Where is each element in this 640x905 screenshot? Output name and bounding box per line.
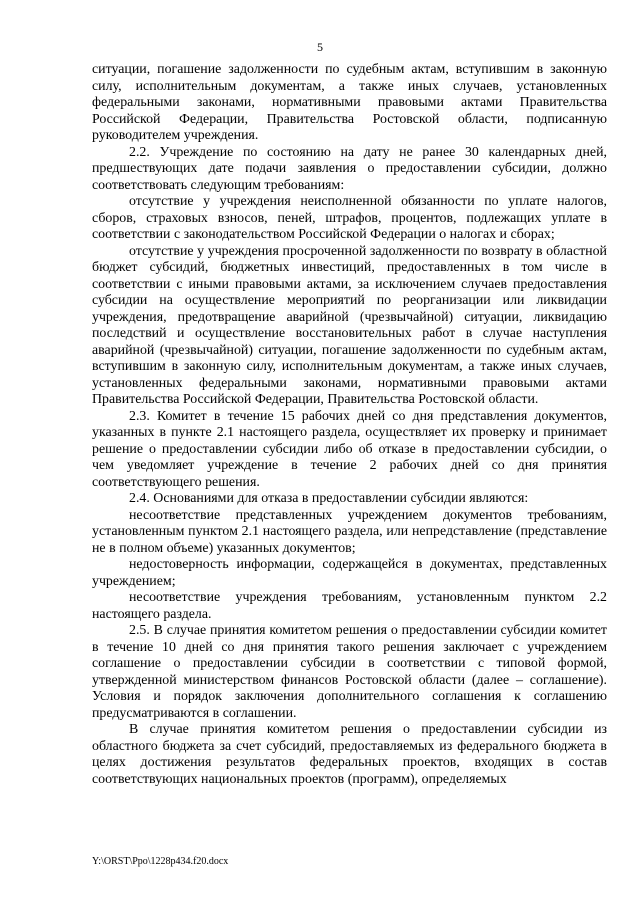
page-number: 5 [317, 40, 323, 54]
paragraph: отсутствие у учреждения неисполненной обязанности по уплате налогов, сборов, страховых взносов, пеней, штрафов, процентов, подлежащих уплате в соответствии с законодательством Российской Федерации о налогах и сборах; [92, 194, 607, 242]
paragraph: 2.2. Учреждение по состоянию на дату не ранее 30 календарных дней, предшествующих дате подачи заявления о предоставлении субсидии, должно соответствовать следующим требованиям: [92, 144, 607, 193]
footer-file-path: Y:\ORST\Ppo\1228p434.f20.docx [92, 856, 229, 867]
paragraph: В случае принятия комитетом решения о предоставлении субсидии из областного бюджета за счет субсидий, предоставляемых из федерального бюджета в целях достижения результатов федеральных проектов, входящих в состав соответствующих национальных проектов (программ), определяемых [92, 722, 607, 787]
paragraph: несоответствие представленных учреждением документов требованиям, установленным пунктом 2.1 настоящего раздела, или непредставление (представление не в полном объеме) указанных документов; [92, 507, 607, 556]
paragraph: несоответствие учреждения требованиям, установленным пунктом 2.2 настоящего раздела. [92, 590, 607, 622]
paragraph: 2.5. В случае принятия комитетом решения о предоставлении субсидии комитет в течение 10 дней со дня принятия такого решения заключает с учреждением соглашение о предоставлении субсидии в соответствии с типовой формой, утвержденной министерством финансов Ростовской области (далее – соглашение). Условия и порядок заключения дополнительного соглашения к соглашению предусматриваются в соглашении. [92, 623, 607, 721]
paragraph: отсутствие у учреждения просроченной задолженности по возврату в областной бюджет субсидий, бюджетных инвестиций, предоставленных в том числе в соответствии с иными правовыми актами, за исключением случаев предоставления субсидии на осуществление мероприятий по реорганизации или ликвидации учреждения, предотвращение аварийной (чрезвычайной) ситуации, ликвидацию последствий и осуществление восстановительных работ в случае наступления аварийной (чрезвычайной) ситуации, погашение задолженности по судебным актам, вступившим в законную силу, исполнительным документам, а также иных случаев, установленных федеральными законами, нормативными правовыми актами Правительства Российской Федерации, Правительства Ростовской области. [92, 243, 607, 407]
paragraph: 2.4. Основаниями для отказа в предоставлении субсидии являются: [129, 491, 529, 506]
paragraph: ситуации, погашение задолженности по судебным актам, вступившим в законную силу, исполнительным документам, а также иных случаев, установленных федеральными законами, нормативными правовыми актами Правительства Российской Федерации, Правительства Ростовской области, подписанную руководителем учреждения. [92, 62, 607, 143]
paragraph: 2.3. Комитет в течение 15 рабочих дней со дня представления документов, указанных в пункте 2.1 настоящего раздела, осуществляет их проверку и принимает решение о предоставлении субсидии либо об отказе в предоставлении субсидии, о чем уведомляет учреждение в течение 2 рабочих дней со дня принятия соответствующего решения. [92, 408, 607, 490]
document-body [92, 62, 607, 788]
paragraph: недостоверность информации, содержащейся в документах, представленных учреждением; [92, 557, 607, 589]
